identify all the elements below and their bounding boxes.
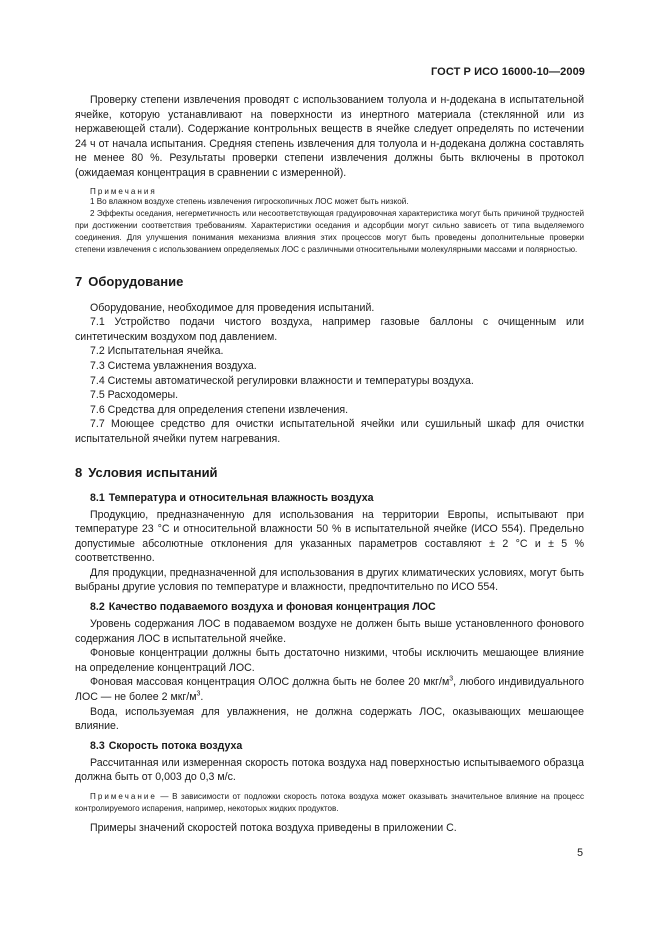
subsection-number: 8.3 xyxy=(90,739,105,752)
list-item: 7.1 Устройство подачи чистого воздуха, например газовые баллоны с очищенным или синтетическим воздухом под давлением. xyxy=(75,316,584,343)
section-title: Условия испытаний xyxy=(88,464,218,480)
subsection-title: Скорость потока воздуха xyxy=(108,739,243,752)
paragraph: Уровень содержания ЛОС в подаваемом воздухе не должен быть выше установленного фонового содержания ЛОС в испытательной ячейке. xyxy=(75,618,584,645)
subsection-8-3-heading xyxy=(90,740,584,752)
list-item: 7.7 Моющее средство для очистки испытательной ячейки или сушильный шкаф для очистки испытательной ячейки путем нагревания. xyxy=(75,418,584,445)
paragraph: Вода, используемая для увлажнения, не должна содержать ЛОС, оказывающих мешающее влияние. xyxy=(75,705,584,733)
section-title: Оборудование xyxy=(88,273,184,289)
page-content xyxy=(75,93,584,836)
page-number: 5 xyxy=(577,847,583,859)
paragraph: Примеры значений скоростей потока воздуха приведены в приложении С. xyxy=(90,822,457,834)
note-2: 2 Эффекты оседания, негерметичность или несоответствующая градуировочная характеристика могут быть причиной трудностей при достижении соответствия требованиям. Характеристики оседания и адсорбции могут сильно зависеть от типа выделяемого соединения. Для улучшения понимания механизма влияния этих процессов могут быть проведены дополнительные проверки степени извлечения с использованием определяемых ЛОС с различными относительными молекулярными массами и полярностью. xyxy=(75,208,584,254)
notes-title: Примечания xyxy=(90,186,157,196)
subsection-8-2-heading xyxy=(90,601,584,613)
subsection-8-1-heading xyxy=(90,492,584,504)
section-number: 7 xyxy=(75,273,83,289)
subsection-title: Качество подаваемого воздуха и фоновая концентрация ЛОС xyxy=(108,601,436,614)
list-item: 7.2 Испытательная ячейка. xyxy=(90,345,224,358)
section-7-heading xyxy=(75,274,584,289)
section-8-heading xyxy=(75,465,584,480)
list-item: 7.6 Средства для определения степени извлечения. xyxy=(90,403,349,416)
intro-paragraph: Проверку степени извлечения проводят с использованием толуола и н-додекана в испытательной ячейке, которую устанавливают на поверхности из инертного материала (стеклянной или из нержавеющей стали). Содержание контрольных веществ в ячейке следует определять по истечении 24 ч от начала испытания. Средняя степень извлечения для толуола и н-додекана должна составлять не менее 80 %. Результаты проверки степени извлечения должны быть включены в протокол (ожидаемая концентрация в сравнении с измеренной). xyxy=(75,94,584,179)
list-item: 7.3 Система увлажнения воздуха. xyxy=(90,359,257,372)
section-7-lead: Оборудование, необходимое для проведения испытаний. xyxy=(90,301,375,314)
document-number: ГОСТ Р ИСО 16000-10—2009 xyxy=(430,66,585,78)
section-number: 8 xyxy=(75,464,83,480)
paragraph: Фоновые концентрации должны быть достаточно низкими, чтобы исключить мешающее влияние на определение концентраций ЛОС. xyxy=(75,647,584,674)
list-item: 7.4 Системы автоматической регулировки влажности и температуры воздуха. xyxy=(90,374,474,387)
note-1: 1 Во влажном воздухе степень извлечения гигроскопичных ЛОС может быть низкой. xyxy=(90,196,409,206)
subsection-number: 8.2 xyxy=(90,601,105,614)
paragraph: Рассчитанная или измеренная скорость потока воздуха над поверхностью испытываемого образца должна быть от 0,003 до 0,3 м/с. xyxy=(75,756,584,784)
note-label: Примечание xyxy=(90,792,157,801)
paragraph: Продукцию, предназначенную для использования на территории Европы, испытывают при температуре 23 °С и относительной влажности 50 % в испытательной ячейке (ИСО 554). Предельно допустимые абсолютные отклонения для указанных параметров составляют ± 2 °С и ± 5 % соответственно. xyxy=(75,508,584,565)
subsection-title: Температура и относительная влажность воздуха xyxy=(108,491,374,504)
note xyxy=(75,791,584,815)
subsection-number: 8.1 xyxy=(90,491,105,504)
note-text: — В зависимости от подложки скорость потока воздуха может оказывать значительное влияние на процесс контролируемого испарения, например, некоторых жидких продуктов. xyxy=(75,792,584,813)
paragraph: Фоновая массовая концентрация ОЛОС должна быть не более 20 мкг/$м^3$, любого индивидуального ЛОС — не более 2 мкг/$м^3$. xyxy=(75,675,584,704)
list-item: 7.5 Расходомеры. xyxy=(90,389,179,402)
paragraph: Для продукции, предназначенной для использования в других климатических условиях, могут быть выбраны другие условия по температуре и влажности, предпочтительно по ИСО 554. xyxy=(75,566,584,594)
